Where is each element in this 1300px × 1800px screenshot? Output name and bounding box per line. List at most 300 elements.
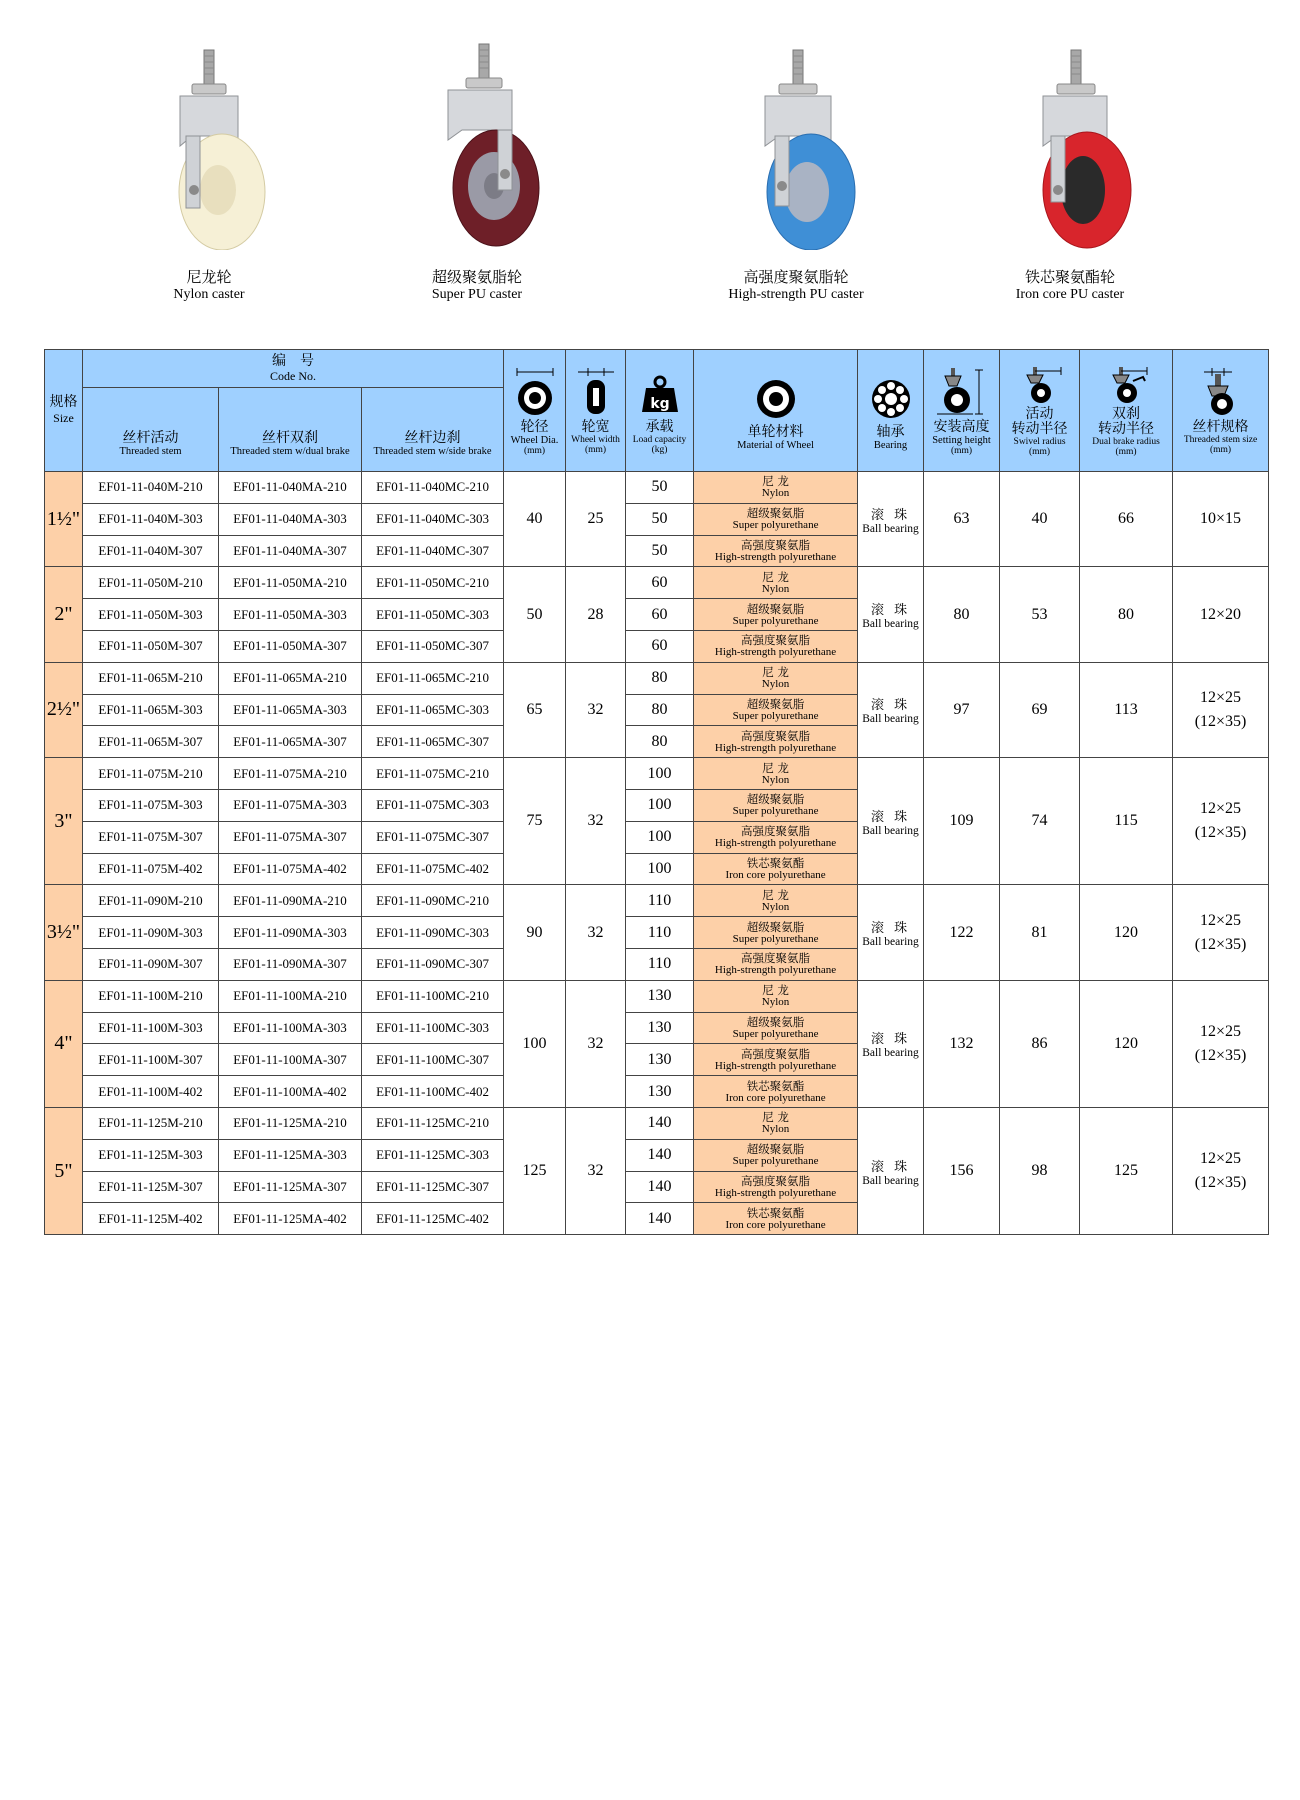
material-cell (694, 885, 858, 917)
code-side-brake: EF01-11-125MC-402 (362, 1203, 504, 1235)
setting-height-icon (935, 366, 989, 418)
swivel-radius-cell: 86 (1000, 980, 1080, 1107)
dual-brake-radius-cell: 80 (1080, 567, 1173, 662)
wheel-diameter-icon (513, 366, 557, 418)
bearing-name-en: Ball bearing (862, 1174, 919, 1187)
code-dual-brake: EF01-11-075MA-303 (219, 789, 362, 821)
load-capacity-cell: 110 (626, 885, 694, 917)
material-name-en: Iron core polyurethane (725, 1218, 826, 1231)
load-capacity-cell: 130 (626, 1044, 694, 1076)
ball-bearing-icon (869, 371, 913, 423)
size-cell: 3½" (45, 885, 83, 980)
material-name-en: High-strength polyurethane (714, 964, 837, 977)
load-capacity-cell: 130 (626, 1076, 694, 1108)
threaded-stem-icon (1194, 366, 1248, 418)
stem-size-line: 12×25 (1200, 688, 1242, 706)
header-bearing: 轴承 Bearing (858, 350, 924, 472)
threaded-stem-size-cell (1173, 885, 1269, 980)
code-threaded-stem: EF01-11-125M-303 (83, 1139, 219, 1171)
header-wheel-dia: 轮径 Wheel Dia. (mm) (504, 350, 566, 472)
material-name-cn: 高强度聚氨脂 (741, 951, 811, 966)
stem-size-line: 12×25 (1200, 800, 1242, 818)
material-name-en: Nylon (761, 678, 790, 691)
dual-brake-radius-cell: 120 (1080, 980, 1173, 1107)
code-dual-brake: EF01-11-065MA-210 (219, 662, 362, 694)
product-name-cn: 尼龙轮 (186, 268, 232, 286)
material-cell (694, 1107, 858, 1139)
super-pu-caster-image (402, 40, 552, 250)
load-capacity-cell: 100 (626, 821, 694, 853)
material-cell (694, 917, 858, 949)
code-threaded-stem: EF01-11-125M-307 (83, 1171, 219, 1203)
wheel-width-icon (574, 366, 618, 418)
material-name-en: Super polyurethane (732, 519, 819, 532)
product-name-cn: 超级聚氨脂轮 (431, 268, 522, 286)
bearing-cell (858, 662, 924, 757)
material-name-cn: 超级聚氨脂 (746, 792, 805, 807)
product-name-en: Iron core PU caster (1015, 287, 1125, 302)
material-cell (694, 1203, 858, 1235)
threaded-stem-size-cell (1173, 1107, 1269, 1234)
code-dual-brake: EF01-11-125MA-210 (219, 1107, 362, 1139)
bearing-cell (858, 758, 924, 885)
bearing-name-cn: 滚 珠 (870, 1032, 911, 1048)
stem-size-line: (12×35) (1194, 1174, 1247, 1192)
wheel-dia-cell: 75 (504, 758, 566, 885)
code-side-brake: EF01-11-100MC-402 (362, 1076, 504, 1108)
code-dual-brake: EF01-11-125MA-402 (219, 1203, 362, 1235)
code-side-brake: EF01-11-065MC-307 (362, 726, 504, 758)
material-cell (694, 567, 858, 599)
code-threaded-stem: EF01-11-075M-307 (83, 821, 219, 853)
material-name-en: Nylon (761, 900, 790, 913)
setting-height-cell: 109 (924, 758, 1000, 885)
size-cell: 2" (45, 567, 83, 662)
material-cell (694, 789, 858, 821)
code-dual-brake: EF01-11-100MA-303 (219, 1012, 362, 1044)
size-cell: 3" (45, 758, 83, 885)
material-name-en: High-strength polyurethane (714, 550, 837, 563)
code-side-brake: EF01-11-065MC-210 (362, 662, 504, 694)
load-capacity-cell: 130 (626, 980, 694, 1012)
load-capacity-cell: 80 (626, 694, 694, 726)
load-capacity-cell: 50 (626, 503, 694, 535)
material-name-cn: 尼 龙 (762, 983, 789, 998)
load-capacity-cell: 110 (626, 948, 694, 980)
code-threaded-stem: EF01-11-100M-210 (83, 980, 219, 1012)
threaded-stem-size-cell (1173, 980, 1269, 1107)
wheel-width-cell: 32 (566, 758, 626, 885)
svg-text:kg: kg (649, 396, 670, 412)
bearing-name-en: Ball bearing (862, 713, 919, 726)
code-side-brake: EF01-11-040MC-307 (362, 535, 504, 567)
material-name-cn: 超级聚氨脂 (746, 919, 805, 934)
code-threaded-stem: EF01-11-040M-303 (83, 503, 219, 535)
material-cell (694, 503, 858, 535)
swivel-radius-cell: 69 (1000, 662, 1080, 757)
code-threaded-stem: EF01-11-090M-307 (83, 948, 219, 980)
wheel-width-cell: 32 (566, 662, 626, 757)
load-capacity-cell: 110 (626, 917, 694, 949)
header-setting-height: 安装高度 Setting height (mm) (924, 350, 1000, 472)
material-name-cn: 高强度聚氨脂 (741, 537, 811, 552)
code-threaded-stem: EF01-11-050M-303 (83, 599, 219, 631)
material-name-cn: 尼 龙 (762, 474, 789, 489)
size-cell: 5" (45, 1107, 83, 1234)
stem-size-line: 12×25 (1200, 1022, 1242, 1040)
header-material: 单轮材料 Material of Wheel (694, 350, 858, 472)
code-threaded-stem: EF01-11-040M-210 (83, 472, 219, 504)
material-cell (694, 853, 858, 885)
material-name-en: Iron core polyurethane (725, 1091, 826, 1104)
stem-size-line: 12×25 (1200, 1150, 1242, 1168)
weight-kg-icon (640, 366, 680, 418)
material-name-cn: 超级聚氨脂 (746, 601, 805, 616)
material-name-cn: 尼 龙 (762, 1110, 789, 1125)
wheel-width-cell: 32 (566, 980, 626, 1107)
wheel-dia-cell: 125 (504, 1107, 566, 1234)
material-name-cn: 铁芯聚氨酯 (746, 1078, 805, 1093)
threaded-stem-size-cell (1173, 758, 1269, 885)
material-name-cn: 高强度聚氨脂 (741, 728, 811, 743)
material-name-en: High-strength polyurethane (714, 1059, 837, 1072)
code-side-brake: EF01-11-125MC-303 (362, 1139, 504, 1171)
code-threaded-stem: EF01-11-100M-303 (83, 1012, 219, 1044)
load-capacity-cell: 50 (626, 472, 694, 504)
bearing-name-en: Ball bearing (862, 522, 919, 535)
table-row (45, 1107, 1269, 1139)
code-dual-brake: EF01-11-050MA-210 (219, 567, 362, 599)
code-side-brake: EF01-11-050MC-210 (362, 567, 504, 599)
material-name-en: High-strength polyurethane (714, 1186, 837, 1199)
header-load-capacity: kg 承载 Load capacity (kg) (626, 350, 694, 472)
material-cell (694, 535, 858, 567)
product-name-cn: 高强度聚氨脂轮 (743, 268, 849, 286)
code-dual-brake: EF01-11-040MA-307 (219, 535, 362, 567)
bearing-name-cn: 滚 珠 (870, 507, 911, 523)
material-name-en: Nylon (761, 996, 790, 1009)
code-dual-brake: EF01-11-075MA-307 (219, 821, 362, 853)
header-threaded-stem-dual-brake: 丝杆双刹 Threaded stem w/dual brake (219, 388, 362, 472)
setting-height-cell: 122 (924, 885, 1000, 980)
material-name-en: Super polyurethane (732, 709, 819, 722)
table-row (45, 980, 1269, 1012)
code-threaded-stem: EF01-11-040M-307 (83, 535, 219, 567)
wheel-dia-cell: 90 (504, 885, 566, 980)
setting-height-cell: 80 (924, 567, 1000, 662)
wheel-dia-cell: 40 (504, 472, 566, 567)
material-cell (694, 599, 858, 631)
code-dual-brake: EF01-11-100MA-402 (219, 1076, 362, 1108)
code-side-brake: EF01-11-040MC-303 (362, 503, 504, 535)
bearing-cell (858, 885, 924, 980)
setting-height-cell: 132 (924, 980, 1000, 1107)
table-row (45, 567, 1269, 599)
code-threaded-stem: EF01-11-125M-210 (83, 1107, 219, 1139)
table-row (45, 662, 1269, 694)
size-cell: 4" (45, 980, 83, 1107)
spec-table-body (45, 472, 1269, 1235)
stem-size-line: 12×25 (1200, 911, 1242, 929)
material-name-en: Nylon (761, 773, 790, 786)
wheel-dia-cell: 100 (504, 980, 566, 1107)
material-cell (694, 1139, 858, 1171)
code-side-brake: EF01-11-100MC-210 (362, 980, 504, 1012)
header-dual-brake-radius: 双刹 转动半径 Dual brake radius (mm) (1080, 350, 1173, 472)
material-name-cn: 超级聚氨脂 (746, 1014, 805, 1029)
code-threaded-stem: EF01-11-050M-307 (83, 630, 219, 662)
size-cell: 1½" (45, 472, 83, 567)
setting-height-cell: 156 (924, 1107, 1000, 1234)
material-name-en: Super polyurethane (732, 1027, 819, 1040)
material-name-cn: 高强度聚氨脂 (741, 824, 811, 839)
material-cell (694, 1171, 858, 1203)
load-capacity-cell: 60 (626, 599, 694, 631)
material-name-en: Nylon (761, 487, 790, 500)
dual-brake-radius-cell: 120 (1080, 885, 1173, 980)
code-dual-brake: EF01-11-090MA-303 (219, 917, 362, 949)
material-name-en: Nylon (761, 1123, 790, 1136)
code-side-brake: EF01-11-075MC-307 (362, 821, 504, 853)
code-dual-brake: EF01-11-125MA-307 (219, 1171, 362, 1203)
header-threaded-stem: 丝杆活动 Threaded stem (83, 388, 219, 472)
stem-size-line: (12×35) (1194, 935, 1247, 953)
bearing-name-en: Ball bearing (862, 936, 919, 949)
dual-brake-radius-cell: 66 (1080, 472, 1173, 567)
table-row (45, 885, 1269, 917)
material-name-en: High-strength polyurethane (714, 741, 837, 754)
code-side-brake: EF01-11-100MC-307 (362, 1044, 504, 1076)
load-capacity-cell: 50 (626, 535, 694, 567)
bearing-cell (858, 1107, 924, 1234)
material-name-cn: 超级聚氨脂 (746, 696, 805, 711)
load-capacity-cell: 140 (626, 1203, 694, 1235)
header-code-no: 编 号 Code No. (83, 350, 504, 388)
code-dual-brake: EF01-11-090MA-210 (219, 885, 362, 917)
material-cell (694, 726, 858, 758)
code-side-brake: EF01-11-040MC-210 (362, 472, 504, 504)
code-side-brake: EF01-11-075MC-402 (362, 853, 504, 885)
setting-height-cell: 63 (924, 472, 1000, 567)
material-cell (694, 758, 858, 790)
code-dual-brake: EF01-11-125MA-303 (219, 1139, 362, 1171)
material-name-en: Super polyurethane (732, 805, 819, 818)
stem-size-line: 12×20 (1200, 605, 1242, 623)
code-threaded-stem: EF01-11-100M-307 (83, 1044, 219, 1076)
code-dual-brake: EF01-11-090MA-307 (219, 948, 362, 980)
material-name-cn: 尼 龙 (762, 665, 789, 680)
code-threaded-stem: EF01-11-075M-402 (83, 853, 219, 885)
material-name-en: Super polyurethane (732, 1155, 819, 1168)
material-cell (694, 1012, 858, 1044)
bearing-cell (858, 567, 924, 662)
load-capacity-cell: 140 (626, 1107, 694, 1139)
code-threaded-stem: EF01-11-065M-307 (83, 726, 219, 758)
material-name-cn: 高强度聚氨脂 (741, 1173, 811, 1188)
load-capacity-cell: 100 (626, 758, 694, 790)
bearing-name-cn: 滚 珠 (870, 1159, 911, 1175)
table-row (45, 758, 1269, 790)
threaded-stem-size-cell (1173, 472, 1269, 567)
code-side-brake: EF01-11-065MC-303 (362, 694, 504, 726)
load-capacity-cell: 140 (626, 1139, 694, 1171)
bearing-name-en: Ball bearing (862, 618, 919, 631)
product-name-en: Nylon caster (173, 287, 245, 302)
swivel-radius-cell: 98 (1000, 1107, 1080, 1234)
code-dual-brake: EF01-11-100MA-210 (219, 980, 362, 1012)
product-name-cn: 铁芯聚氨酯轮 (1024, 268, 1115, 286)
code-dual-brake: EF01-11-065MA-303 (219, 694, 362, 726)
material-name-cn: 铁芯聚氨酯 (746, 855, 805, 870)
code-dual-brake: EF01-11-075MA-210 (219, 758, 362, 790)
material-cell (694, 694, 858, 726)
code-dual-brake: EF01-11-075MA-402 (219, 853, 362, 885)
code-threaded-stem: EF01-11-125M-402 (83, 1203, 219, 1235)
code-dual-brake: EF01-11-050MA-307 (219, 630, 362, 662)
product-iron-core-pu-caster (940, 40, 1200, 304)
material-name-en: Super polyurethane (732, 614, 819, 627)
nylon-caster-image (134, 40, 284, 250)
stem-size-line: 10×15 (1200, 510, 1242, 528)
size-cell: 2½" (45, 662, 83, 757)
bearing-name-en: Ball bearing (862, 824, 919, 837)
code-threaded-stem: EF01-11-065M-303 (83, 694, 219, 726)
threaded-stem-size-cell (1173, 567, 1269, 662)
code-threaded-stem: EF01-11-090M-210 (83, 885, 219, 917)
header-size: 规格 Size (45, 350, 83, 472)
material-name-en: High-strength polyurethane (714, 837, 837, 850)
bearing-cell (858, 980, 924, 1107)
bearing-name-cn: 滚 珠 (870, 603, 911, 619)
threaded-stem-size-cell (1173, 662, 1269, 757)
material-cell (694, 948, 858, 980)
load-capacity-cell: 60 (626, 630, 694, 662)
load-capacity-cell: 140 (626, 1171, 694, 1203)
product-super-pu-caster (347, 40, 607, 304)
load-capacity-cell: 80 (626, 662, 694, 694)
code-threaded-stem: EF01-11-075M-303 (83, 789, 219, 821)
swivel-radius-cell: 40 (1000, 472, 1080, 567)
material-cell (694, 1044, 858, 1076)
dual-brake-radius-cell: 113 (1080, 662, 1173, 757)
material-name-cn: 尼 龙 (762, 569, 789, 584)
code-side-brake: EF01-11-075MC-303 (362, 789, 504, 821)
wheel-width-cell: 25 (566, 472, 626, 567)
swivel-radius-cell: 74 (1000, 758, 1080, 885)
material-name-en: Super polyurethane (732, 932, 819, 945)
load-capacity-cell: 100 (626, 853, 694, 885)
product-name-en: Super PU caster (431, 287, 523, 302)
product-nylon-caster (79, 40, 339, 304)
bearing-cell (858, 472, 924, 567)
swivel-radius-cell: 81 (1000, 885, 1080, 980)
code-side-brake: EF01-11-090MC-307 (362, 948, 504, 980)
table-row (45, 472, 1269, 504)
product-name-en: High-strength PU caster (728, 287, 864, 302)
material-name-cn: 高强度聚氨脂 (741, 1046, 811, 1061)
code-threaded-stem: EF01-11-090M-303 (83, 917, 219, 949)
dual-brake-radius-cell: 115 (1080, 758, 1173, 885)
code-dual-brake: EF01-11-100MA-307 (219, 1044, 362, 1076)
material-name-cn: 铁芯聚氨酯 (746, 1205, 805, 1220)
dual-brake-radius-icon (1099, 365, 1153, 405)
load-capacity-cell: 100 (626, 789, 694, 821)
code-side-brake: EF01-11-125MC-307 (362, 1171, 504, 1203)
stem-size-line: (12×35) (1194, 1046, 1247, 1064)
material-name-cn: 尼 龙 (762, 887, 789, 902)
material-cell (694, 1076, 858, 1108)
material-cell (694, 662, 858, 694)
stem-size-line: (12×35) (1194, 824, 1247, 842)
material-cell (694, 472, 858, 504)
material-name-cn: 尼 龙 (762, 760, 789, 775)
code-side-brake: EF01-11-075MC-210 (362, 758, 504, 790)
product-high-strength-pu-caster (666, 40, 926, 304)
header-threaded-stem-side-brake: 丝杆边刹 Threaded stem w/side brake (362, 388, 504, 472)
bearing-name-cn: 滚 珠 (870, 921, 911, 937)
material-name-en: Iron core polyurethane (725, 868, 826, 881)
material-name-cn: 高强度聚氨脂 (741, 633, 811, 648)
code-side-brake: EF01-11-090MC-303 (362, 917, 504, 949)
swivel-radius-icon (1013, 365, 1067, 405)
code-threaded-stem: EF01-11-075M-210 (83, 758, 219, 790)
header-swivel-radius: 活动 转动半径 Swivel radius (mm) (1000, 350, 1080, 472)
dual-brake-radius-cell: 125 (1080, 1107, 1173, 1234)
material-cell (694, 821, 858, 853)
wheel-material-icon (754, 371, 798, 423)
material-cell (694, 980, 858, 1012)
material-name-cn: 超级聚氨脂 (746, 1142, 805, 1157)
code-side-brake: EF01-11-125MC-210 (362, 1107, 504, 1139)
code-threaded-stem: EF01-11-065M-210 (83, 662, 219, 694)
bearing-name-cn: 滚 珠 (870, 809, 911, 825)
spec-table (44, 349, 1269, 1235)
wheel-width-cell: 28 (566, 567, 626, 662)
stem-size-line: (12×35) (1194, 712, 1247, 730)
iron-core-pu-caster-image (995, 40, 1145, 250)
high-strength-pu-caster-image (721, 40, 871, 250)
header-threaded-stem-size: 丝杆规格 Threaded stem size (mm) (1173, 350, 1269, 472)
swivel-radius-cell: 53 (1000, 567, 1080, 662)
code-dual-brake: EF01-11-050MA-303 (219, 599, 362, 631)
code-dual-brake: EF01-11-040MA-210 (219, 472, 362, 504)
code-threaded-stem: EF01-11-100M-402 (83, 1076, 219, 1108)
material-name-en: High-strength polyurethane (714, 646, 837, 659)
bearing-name-cn: 滚 珠 (870, 698, 911, 714)
code-dual-brake: EF01-11-065MA-307 (219, 726, 362, 758)
wheel-dia-cell: 50 (504, 567, 566, 662)
code-side-brake: EF01-11-100MC-303 (362, 1012, 504, 1044)
wheel-width-cell: 32 (566, 1107, 626, 1234)
material-cell (694, 630, 858, 662)
code-threaded-stem: EF01-11-050M-210 (83, 567, 219, 599)
material-name-cn: 超级聚氨脂 (746, 506, 805, 521)
bearing-name-en: Ball bearing (862, 1047, 919, 1060)
wheel-dia-cell: 65 (504, 662, 566, 757)
code-dual-brake: EF01-11-040MA-303 (219, 503, 362, 535)
header-wheel-width: 轮宽 Wheel width (mm) (566, 350, 626, 472)
code-side-brake: EF01-11-050MC-303 (362, 599, 504, 631)
code-side-brake: EF01-11-050MC-307 (362, 630, 504, 662)
wheel-width-cell: 32 (566, 885, 626, 980)
load-capacity-cell: 60 (626, 567, 694, 599)
load-capacity-cell: 80 (626, 726, 694, 758)
setting-height-cell: 97 (924, 662, 1000, 757)
load-capacity-cell: 130 (626, 1012, 694, 1044)
product-gallery (0, 0, 1300, 330)
material-name-en: Nylon (761, 582, 790, 595)
code-side-brake: EF01-11-090MC-210 (362, 885, 504, 917)
